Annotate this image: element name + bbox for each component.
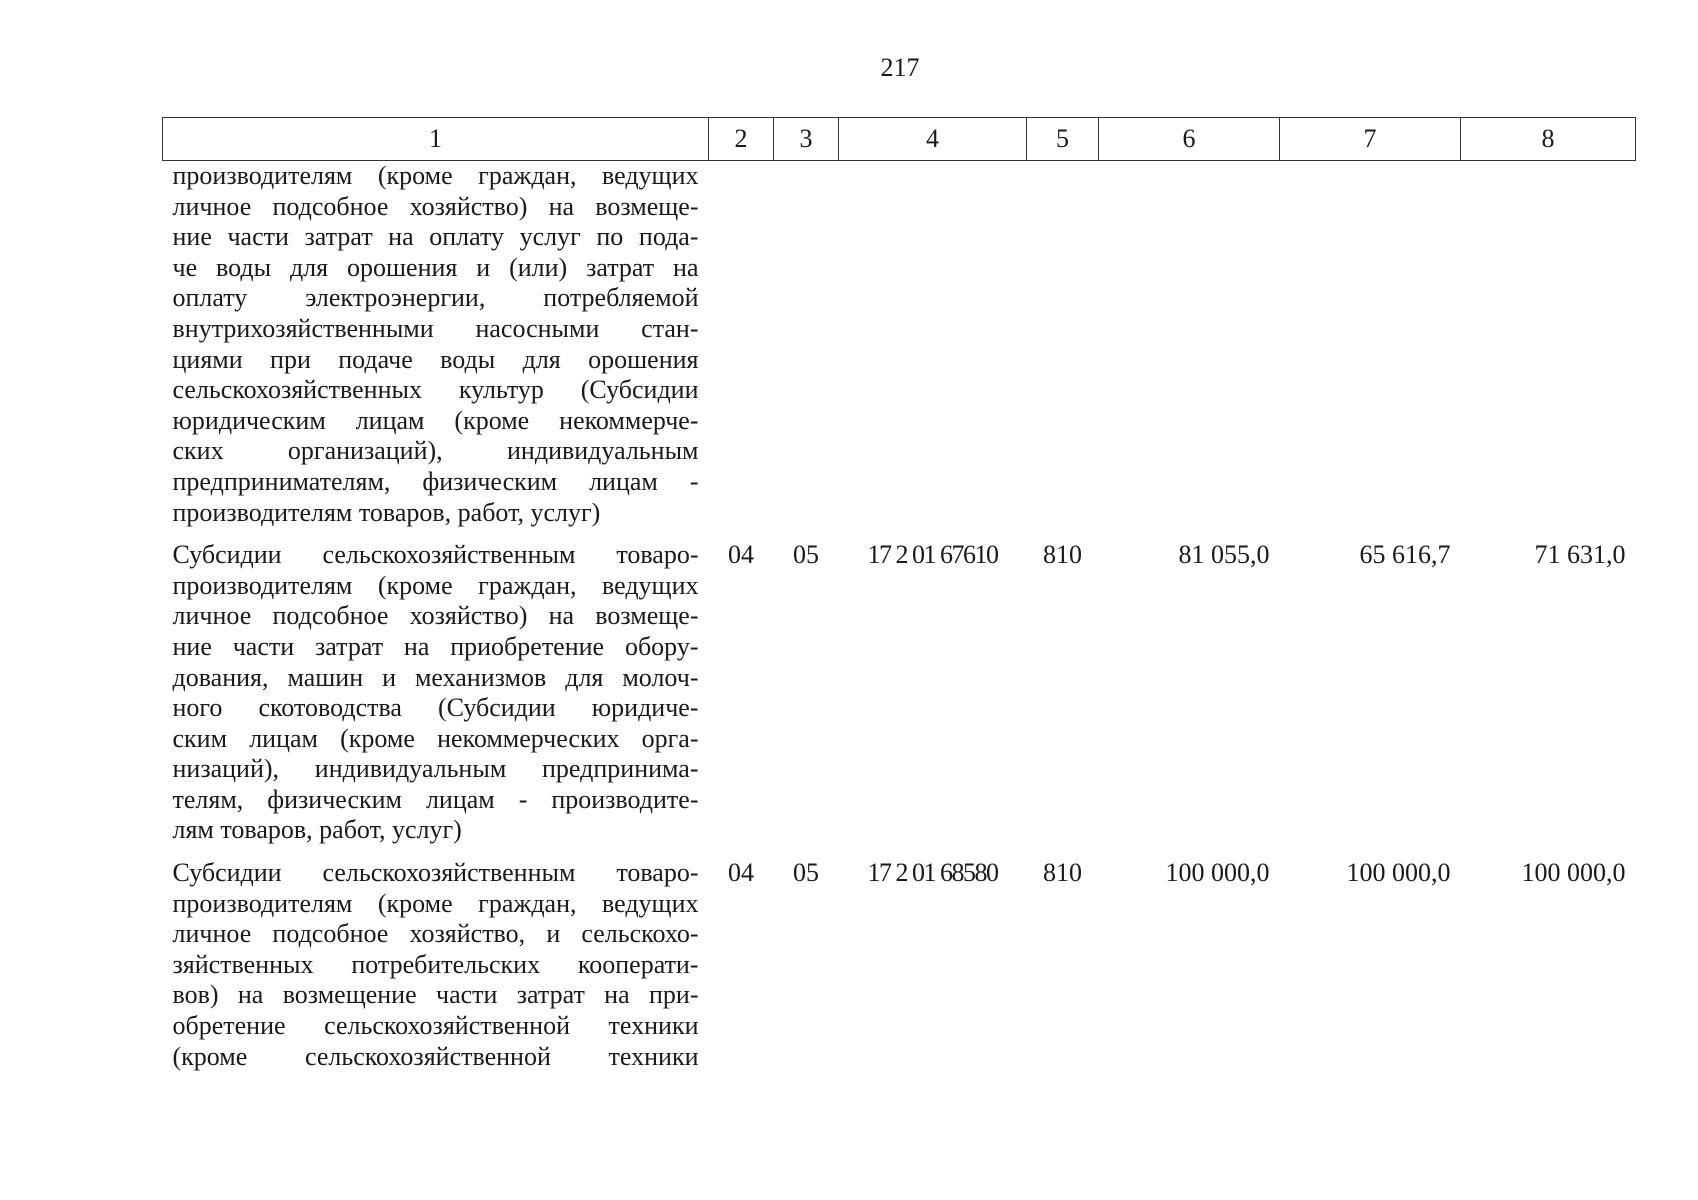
description-line: лям товаров, работ, услуг) [172,815,462,845]
description-line: производителям товаров, работ, услуг) [172,497,601,527]
spacer-cell [163,846,1636,858]
description-line: Субсидии сельскохозяйственным товаро- [172,540,699,570]
description-line: Субсидии сельскохозяйственным товаро- [172,858,699,888]
header-col-7: 7 [1280,118,1461,161]
row-description [163,858,709,1072]
description-line: ние части затрат на приобретение обору- [172,631,699,661]
header-col-5: 5 [1027,118,1099,161]
description-line: вов) на возмещение части затрат на при- [172,980,699,1010]
budget-table [162,117,1636,1072]
row-description [163,161,709,529]
table-header [163,118,1636,161]
cell-expense-type: 810 [1043,540,1082,570]
description-line: сельскохозяйственных культур (Субсидии [172,375,699,405]
cell-expense-type: 810 [1043,858,1082,888]
description-line: личное подсобное хозяйство) на возмеще- [172,191,699,221]
description-line: зяйственных потребительских кооперати- [172,949,699,979]
description-line: юридическим лицам (кроме некоммерче- [172,405,699,435]
cell-target-article [839,161,1027,529]
description-line: оплату электроэнергии, потребляемой [172,283,699,313]
description-line: личное подсобное хозяйство, и сельскохо- [172,919,699,949]
cell-subsection [774,161,839,529]
description-line: циями при подаче воды для орошения [172,344,699,374]
description-line: личное подсобное хозяйство) на возмеще- [172,601,699,631]
cell-expense-type [1027,161,1099,529]
row-description [163,540,709,846]
table-row [163,540,1636,846]
description-line: обретение сельскохозяйственной техники [172,1011,699,1041]
cell-amount-6 [1099,161,1280,529]
header-col-6: 6 [1099,118,1280,161]
cell-section: 04 [728,858,754,888]
header-col-2: 2 [709,118,774,161]
cell-amount-7 [1280,161,1461,529]
cell-amount-8 [1461,161,1636,529]
description-line: телям, физическим лицам - производите- [172,784,699,814]
row-spacer [163,528,1636,540]
header-col-3: 3 [774,118,839,161]
cell-section [709,161,774,529]
description-line: (кроме сельскохозяйственной техники [172,1041,699,1071]
cell-amount-7: 100 000,0 [1346,858,1451,888]
description-line: дования, машин и механизмов для молоч- [172,662,699,692]
spacer-cell [163,528,1636,540]
header-col-8: 8 [1461,118,1636,161]
description-line: предпринимателям, физическим лицам - [172,466,699,496]
description-line: производителям (кроме граждан, ведущих [172,888,699,918]
page-number: 217 [880,53,920,82]
row-spacer [163,846,1636,858]
table-body [163,161,1636,1073]
cell-section: 04 [728,540,754,570]
cell-target-article: 17 2 01 68580 [867,858,998,888]
description-line: производителям (кроме граждан, ведущих [172,161,699,190]
description-line: ного скотоводства (Субсидии юридиче- [172,693,699,723]
cell-amount-8: 71 631,0 [1534,540,1626,570]
cell-amount-6: 100 000,0 [1165,858,1270,888]
cell-target-article: 17 2 01 67610 [867,540,998,570]
cell-amount-6: 81 055,0 [1178,540,1270,570]
description-line: че воды для орошения и (или) затрат на [172,252,699,282]
description-line: ние части затрат на оплату услуг по пода- [172,222,699,252]
cell-amount-8: 100 000,0 [1521,858,1626,888]
header-col-1: 1 [163,118,709,161]
description-line: ских организаций), индивидуальным [172,436,699,466]
cell-subsection: 05 [793,858,819,888]
cell-subsection: 05 [793,540,819,570]
description-line: производителям (кроме граждан, ведущих [172,570,699,600]
header-row [163,118,1636,161]
table-row [163,858,1636,1072]
description-line: низаций), индивидуальным предпринима- [172,754,699,784]
table-row [163,161,1636,529]
description-line: ским лицам (кроме некоммерческих орга- [172,723,699,753]
description-line: внутрихозяйственными насосными стан- [172,313,699,343]
header-col-4: 4 [839,118,1027,161]
cell-amount-7: 65 616,7 [1359,540,1451,570]
